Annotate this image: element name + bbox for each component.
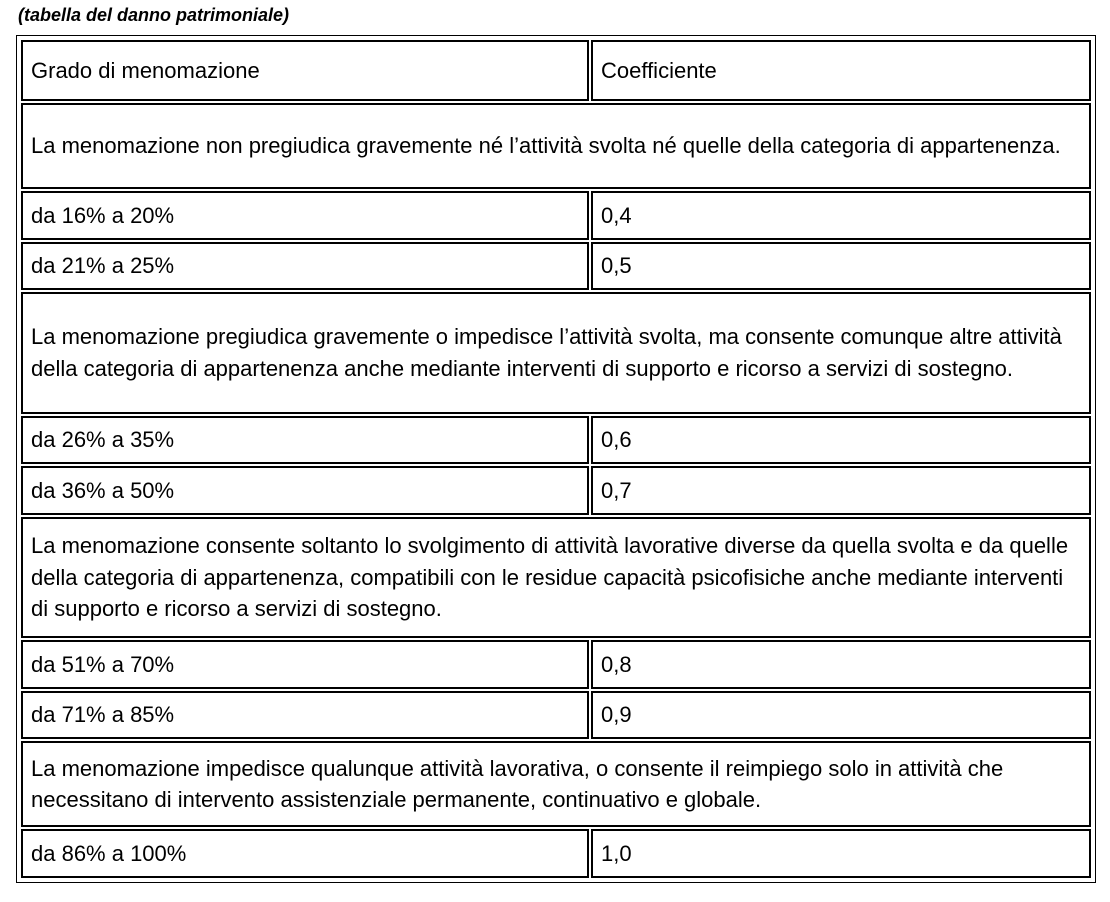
coefficient-cell: 0,4 [591,191,1091,240]
header-grade: Grado di menomazione [21,40,589,101]
grade-cell: da 26% a 35% [21,416,589,465]
section-description: La menomazione non pregiudica gravemente né l’attività svolta né quelle della categoria di appartenenza. [21,103,1091,189]
table-row [21,829,1091,878]
table-row [21,466,1091,515]
coefficient-cell: 0,9 [591,691,1091,740]
grade-cell: da 51% a 70% [21,640,589,689]
grade-cell: da 16% a 20% [21,191,589,240]
coefficient-cell: 0,8 [591,640,1091,689]
table-row [21,691,1091,740]
damage-table-frame [16,35,1096,883]
table-row [21,191,1091,240]
table-row [21,416,1091,465]
table-caption: (tabella del danno patrimoniale) [18,5,290,25]
grade-cell: da 71% a 85% [21,691,589,740]
header-coefficient: Coefficiente [591,40,1091,101]
grade-cell: da 21% a 25% [21,242,589,291]
section-description-row [21,741,1091,827]
coefficient-cell: 0,6 [591,416,1091,465]
table-header-row [21,40,1091,101]
table-row [21,640,1091,689]
section-description: La menomazione consente soltanto lo svolgimento di attività lavorative diverse da quella svolta e da quelle della categoria di appartenenza, compatibili con le residue capacità psicofisiche anche mediante interventi di supporto e ricorso a servizi di sostegno. [21,517,1091,638]
section-description-row [21,517,1091,638]
coefficient-cell: 1,0 [591,829,1091,878]
section-description: La menomazione impedisce qualunque attività lavorativa, o consente il reimpiego solo in attività che necessitano di intervento assistenziale permanente, continuativo e globale. [21,741,1091,827]
grade-cell: da 36% a 50% [21,466,589,515]
coefficient-cell: 0,5 [591,242,1091,291]
section-description-row [21,292,1091,413]
coefficient-cell: 0,7 [591,466,1091,515]
grade-cell: da 86% a 100% [21,829,589,878]
table-row [21,242,1091,291]
section-description: La menomazione pregiudica gravemente o impedisce l’attività svolta, ma consente comunque altre attività della categoria di appartenenza anche mediante interventi di supporto e ricorso a servizi di sostegno. [21,292,1091,413]
section-description-row [21,103,1091,189]
damage-table [19,38,1093,880]
